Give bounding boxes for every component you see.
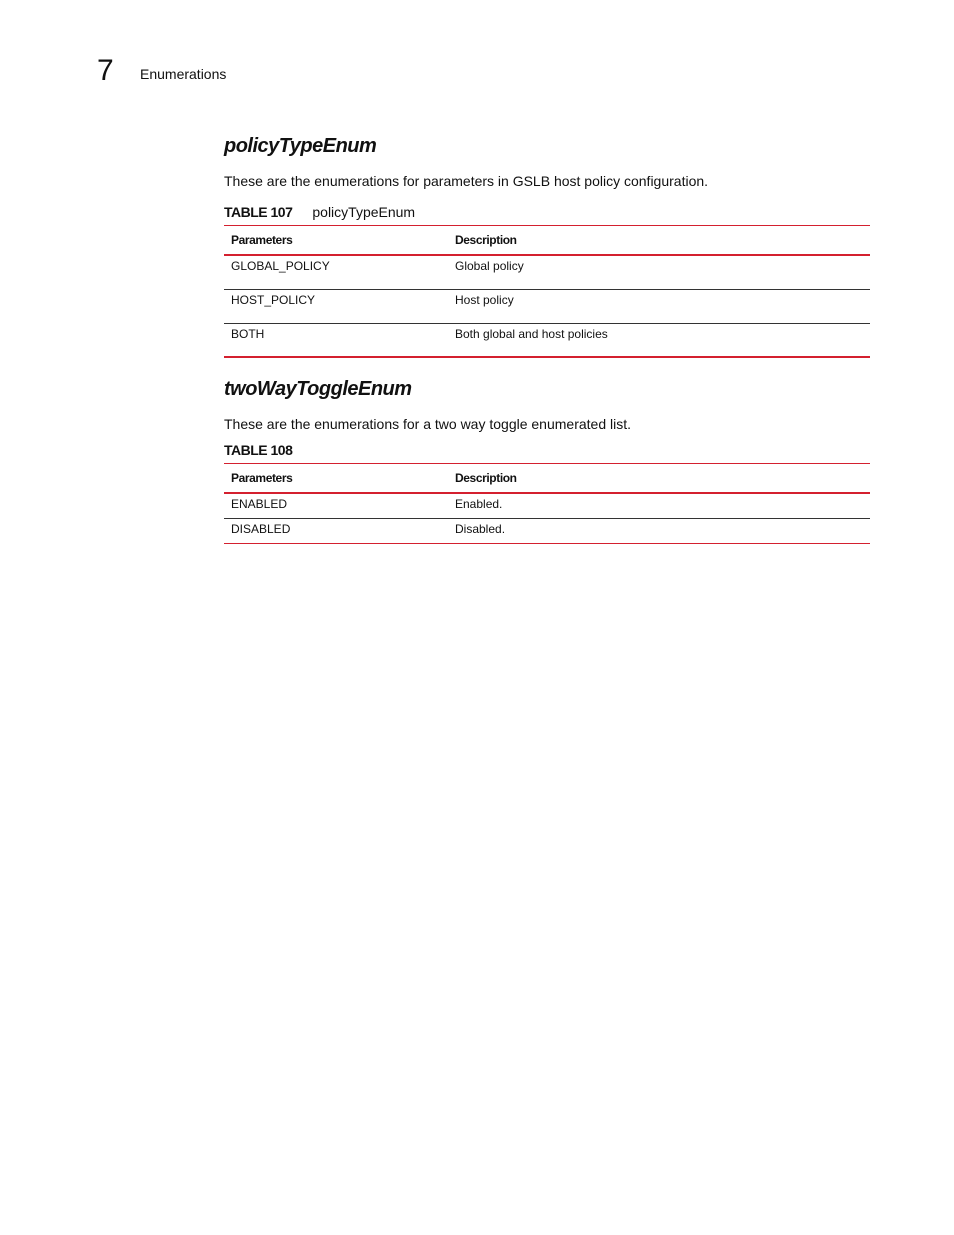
- table-row: [224, 323, 870, 357]
- table-row: [224, 255, 870, 289]
- table-caption: [224, 203, 870, 221]
- section-two-way-toggle-enum: [224, 377, 870, 544]
- column-header-parameters: Parameters: [224, 464, 448, 494]
- table-row: [224, 289, 870, 323]
- section-intro: These are the enumerations for parameters in GSLB host policy configuration.: [224, 173, 709, 189]
- section-intro: These are the enumerations for a two way toggle enumerated list.: [224, 416, 631, 432]
- description-cell: Disabled.: [448, 518, 870, 543]
- table-row: [224, 518, 870, 543]
- chapter-title: Enumerations: [140, 66, 227, 82]
- section-title: twoWayToggleEnum: [224, 378, 412, 400]
- section-title: policyTypeEnum: [224, 135, 377, 157]
- table-header-row: [224, 464, 870, 494]
- description-cell: Enabled.: [448, 493, 870, 518]
- description-cell: Both global and host policies: [448, 323, 870, 357]
- enum-table: [224, 225, 870, 358]
- parameter-cell: GLOBAL_POLICY: [224, 255, 448, 289]
- description-cell: Host policy: [448, 289, 870, 323]
- parameter-cell: ENABLED: [224, 493, 448, 518]
- column-header-description: Description: [448, 464, 870, 494]
- column-header-description: Description: [448, 226, 870, 256]
- table-caption: [224, 441, 870, 459]
- parameter-cell: BOTH: [224, 323, 448, 357]
- enum-table: [224, 463, 870, 544]
- description-cell: Global policy: [448, 255, 870, 289]
- section-policy-type-enum: [224, 134, 870, 358]
- table-label: TABLE 107: [224, 204, 293, 220]
- table-row: [224, 493, 870, 518]
- parameter-cell: DISABLED: [224, 518, 448, 543]
- table-caption-text: policyTypeEnum: [312, 204, 416, 220]
- parameter-cell: HOST_POLICY: [224, 289, 448, 323]
- table-header-row: [224, 226, 870, 256]
- table-label: TABLE 108: [224, 442, 293, 458]
- chapter-number: 7: [97, 54, 114, 87]
- column-header-parameters: Parameters: [224, 226, 448, 256]
